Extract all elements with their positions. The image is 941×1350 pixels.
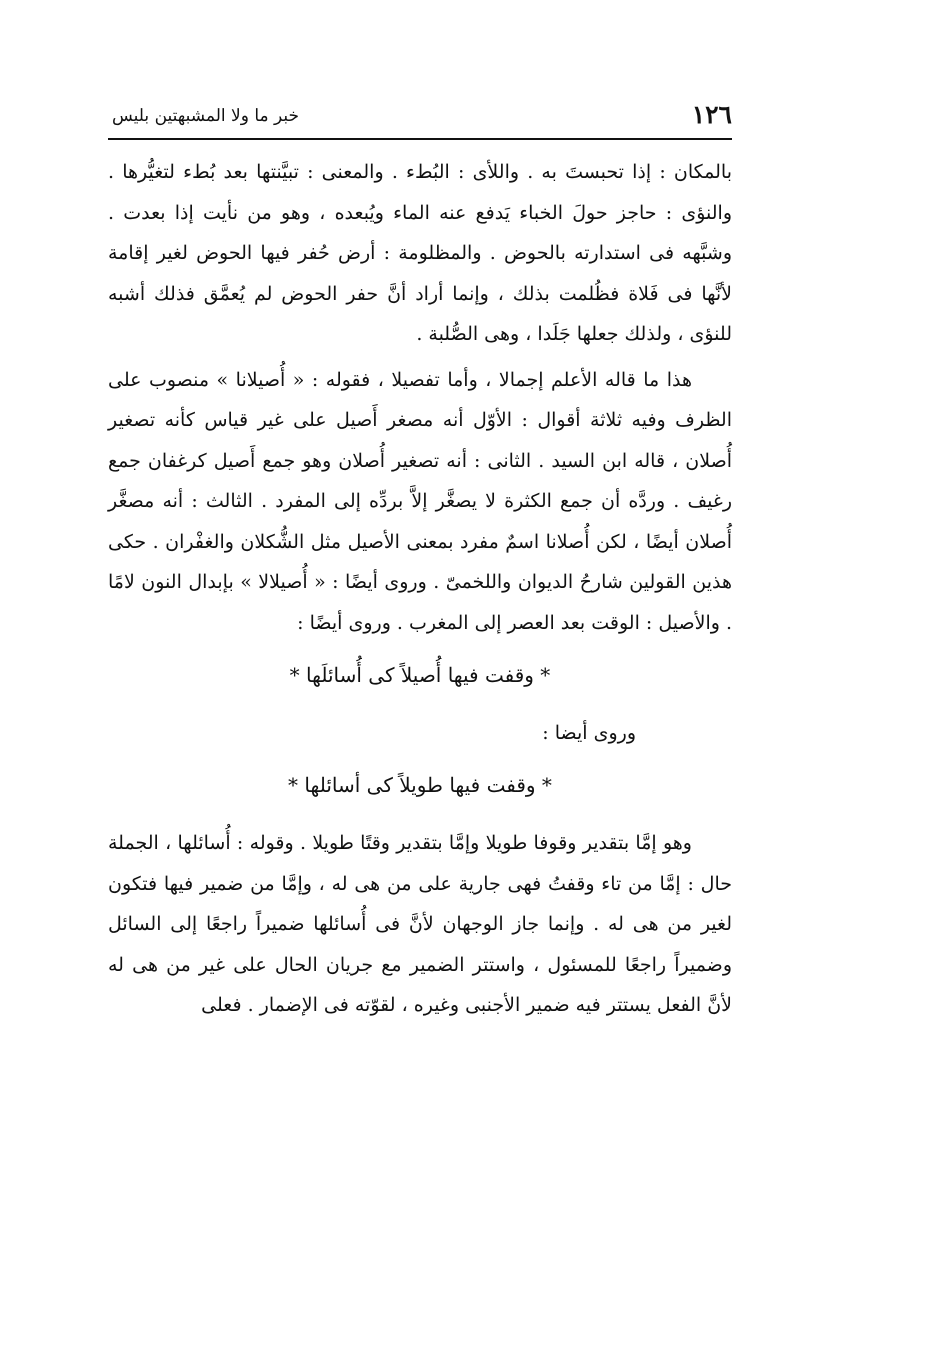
running-head <box>108 100 732 136</box>
body-text <box>108 152 732 1026</box>
riwaya-note: وروى أيضا : <box>542 722 636 744</box>
paragraph-1: بالمكان : إذا تحبستَ به . واللأى : البُطء . والمعنى : تبيَّنتها بعد بُطء لتغيُّرها . والنؤى : حاجز حولَ الخباء يَدفع عنه الماء ويُبعده ، وهو من نأيت إذا بعدت . وشبَّهه فى استدارته بالحوض . والمظلومة : أرض حُفر فيها الحوض لغير إقامة لأنَّها فى فَلاة فظُلمت بذلك ، وإنما أراد أنَّ حفر الحوض لم يُعمَّق فذلك أشبه للنؤى ، ولذلك جعلها جَلَدا ، وهى الصُّلبة . <box>108 161 732 345</box>
verse-line-2: * وقفت فيها طويلاً كى أسائلها * <box>288 773 552 797</box>
verse-line-1: * وقفت فيها أُصيلاً كى أُسائلَها * <box>289 663 551 687</box>
paragraph-2: هذا ما قاله الأعلم إجمالا ، وأما تفصيلا ، فقوله : « أُصيلانا » منصوب على الظرف وفيه ثلاثة أقوال : الأوّل أنه مصغر أَصيل على غير قياس كأنه تصغير أُصلان ، قاله ابن السيد . الثانى : أنه تصغير أُصلان وهو جمع أَصيل كرغفان جمع رغيف . وردَّه أن جمع الكثرة لا يصغَّر إلاَّ بردِّه إلى المفرد . الثالث : أنه مصغَّر أُصلان أيضًا ، لكن أُصلانا اسمٌ مفرد بمعنى الأصيل مثل الشُّكلان والغفْران . حكى هذين القولين شارحُ الديوان واللخمىّ . وروى أيضًا : « أُصيلالا » بإبدال النون لامًا . والأصيل : الوقت بعد العصر إلى المغرب . وروى أيضًا : <box>108 368 732 634</box>
header-rule <box>108 138 732 140</box>
running-head-title: خبر ما ولا المشبهتين بليس <box>112 106 300 126</box>
paragraph-3: وهو إمَّا بتقدير وقوفا طويلا وإمَّا بتقدير وقتًا طويلا . وقوله : أُسائلها ، الجملة حال : إمَّا من تاء وقفتُ فهى جارية على من هى له ، وإمَّا من ضمير فيها فتكون لغير من هى له . وإنما جاز الوجهان لأنَّ فى أُسائلها ضميراً راجعًا إلى السائل وضميراً راجعًا للمسئول ، واستتر الضمير مع جريان الحال على غير من هى له لأنَّ الفعل يستتر فيه ضمير الأجنبى وغيره ، لقوّته فى الإضمار . فعلى <box>108 832 732 1016</box>
page-number: ١٢٦ <box>691 100 732 129</box>
